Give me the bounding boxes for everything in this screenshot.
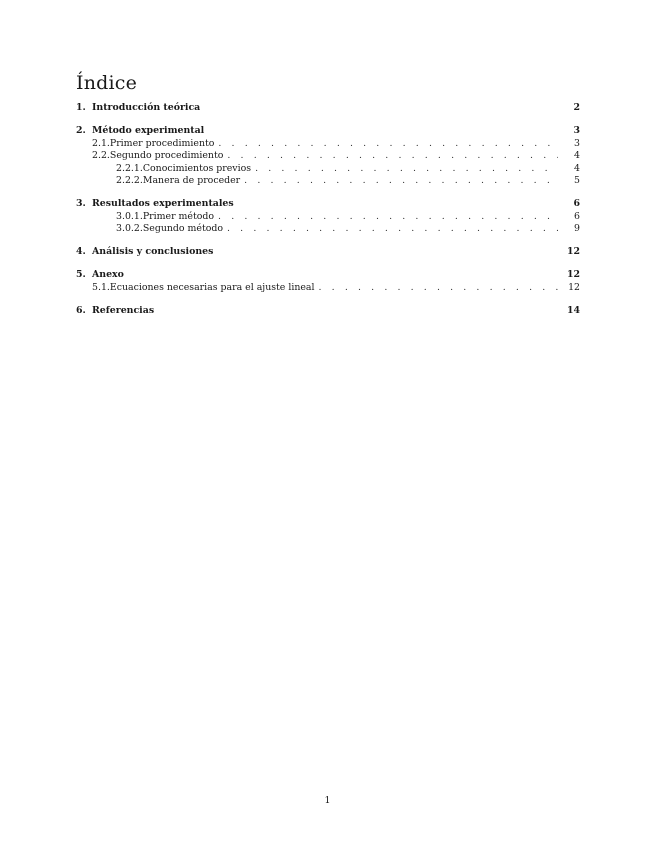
toc-entry-label: Segundo procedimiento bbox=[109, 150, 224, 161]
toc-entry-page: 12 bbox=[566, 246, 580, 257]
toc-leader-dots bbox=[255, 163, 558, 176]
toc-entry-label: Manera de proceder bbox=[142, 175, 241, 186]
toc-entry-resultados-experimentales[interactable] bbox=[76, 198, 580, 211]
toc-entry-label: Anexo bbox=[92, 269, 124, 280]
toc-entry-number: 1. bbox=[76, 102, 86, 113]
toc-entry-number: 3.0.1. bbox=[116, 210, 143, 222]
toc-entry-page: 3 bbox=[573, 125, 580, 136]
toc-entry-referencias[interactable] bbox=[76, 305, 580, 318]
toc-entry-number: 4. bbox=[76, 246, 86, 257]
toc-entry-analisis-conclusiones[interactable] bbox=[76, 246, 580, 259]
toc-entry-number: 2.1. bbox=[92, 137, 110, 149]
toc-entry-label: Método experimental bbox=[92, 125, 205, 136]
page-number: 1 bbox=[324, 795, 331, 806]
toc-entry-segundo-procedimiento[interactable] bbox=[76, 150, 580, 163]
toc-title: Índice bbox=[76, 72, 138, 94]
toc-entry-number: 5. bbox=[76, 269, 86, 280]
toc-entry-primer-metodo[interactable] bbox=[76, 211, 580, 224]
toc-leader-dots bbox=[227, 150, 558, 163]
toc-entry-metodo-experimental[interactable] bbox=[76, 125, 580, 138]
toc-entry-page: 6 bbox=[574, 210, 580, 222]
toc-entry-number: 3. bbox=[76, 198, 86, 209]
toc-entry-manera-de-proceder[interactable] bbox=[76, 175, 580, 188]
toc-entry-label: Introducción teórica bbox=[92, 102, 201, 113]
toc-entry-page: 6 bbox=[573, 198, 580, 209]
toc-entry-number: 2.2. bbox=[92, 150, 110, 161]
toc-entry-number: 2. bbox=[76, 125, 86, 136]
toc-entry-number: 6. bbox=[76, 304, 86, 316]
toc-entry-segundo-metodo[interactable] bbox=[76, 223, 580, 236]
toc-entry-anexo[interactable] bbox=[76, 269, 580, 282]
toc-entry-page: 9 bbox=[574, 223, 580, 234]
toc-entry-number: 3.0.2. bbox=[116, 223, 143, 234]
toc-entry-label: Ecuaciones necesarias para el ajuste lineal bbox=[109, 281, 315, 293]
toc-leader-dots bbox=[218, 211, 558, 224]
toc-leader-dots bbox=[227, 223, 558, 236]
table-of-contents bbox=[76, 102, 580, 317]
toc-entry-ecuaciones-ajuste-lineal[interactable] bbox=[76, 282, 580, 295]
toc-entry-label: Análisis y conclusiones bbox=[92, 246, 214, 257]
toc-entry-page: 2 bbox=[573, 102, 580, 113]
toc-leader-dots bbox=[244, 175, 558, 188]
toc-entry-page: 12 bbox=[568, 281, 580, 293]
toc-entry-page: 4 bbox=[574, 150, 580, 161]
toc-entry-number: 2.2.1. bbox=[116, 162, 143, 174]
toc-entry-label: Resultados experimentales bbox=[92, 198, 234, 209]
toc-entry-page: 4 bbox=[574, 162, 580, 174]
toc-entry-label: Primer procedimiento bbox=[109, 137, 215, 149]
toc-leader-dots bbox=[319, 282, 558, 295]
toc-entry-page: 12 bbox=[566, 269, 580, 280]
toc-entry-page: 5 bbox=[574, 175, 580, 186]
toc-entry-label: Referencias bbox=[92, 304, 155, 316]
toc-entry-page: 3 bbox=[574, 137, 580, 149]
toc-entry-number: 5.1. bbox=[92, 281, 110, 293]
toc-leader-dots bbox=[218, 138, 558, 151]
toc-entry-primer-procedimiento[interactable] bbox=[76, 138, 580, 151]
toc-entry-label: Conocimientos previos bbox=[142, 162, 252, 174]
toc-entry-page: 14 bbox=[566, 304, 580, 316]
toc-entry-label: Primer método bbox=[142, 210, 215, 222]
toc-entry-number: 2.2.2. bbox=[116, 175, 143, 186]
toc-entry-label: Segundo método bbox=[142, 223, 224, 234]
toc-entry-introduccion[interactable] bbox=[76, 102, 580, 115]
toc-entry-conocimientos-previos[interactable] bbox=[76, 163, 580, 176]
